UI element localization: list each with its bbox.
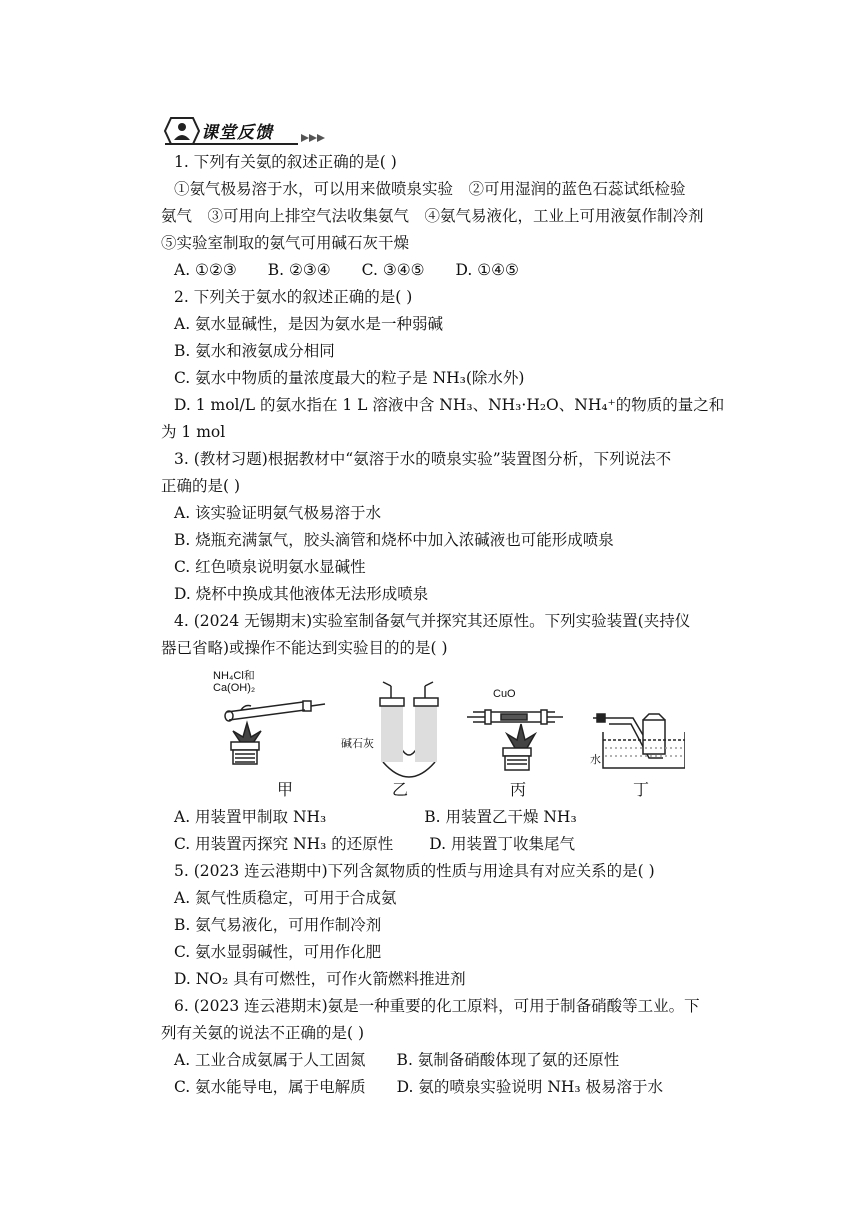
q3-option-b: B. 烧瓶充满氯气，胶头滴管和烧杯中加入浓碱液也可能形成喷泉 bbox=[174, 531, 614, 549]
q3-option-d: D. 烧杯中换成其他液体无法形成喷泉 bbox=[174, 585, 429, 603]
q6-options-cd: C. 氨水能导电，属于电解质 D. 氨的喷泉实验说明 NH₃ 极易溶于水 bbox=[174, 1078, 664, 1096]
q5-option-c: C. 氨水显弱碱性，可用作化肥 bbox=[174, 943, 382, 961]
soda-lime-label: 碱石灰 bbox=[341, 738, 374, 750]
q3-stem-cont: 正确的是( ) bbox=[161, 477, 241, 495]
apparatus-ding-icon bbox=[593, 714, 685, 768]
reagent-label-nh4cl: NH₄Cl和 bbox=[213, 670, 255, 682]
label-jia: 甲 bbox=[277, 780, 294, 799]
q6-options-ab: A. 工业合成氨属于人工固氮 B. 氨制备硝酸体现了氨的还原性 bbox=[174, 1051, 620, 1069]
section-header bbox=[163, 116, 338, 146]
q2-option-b: B. 氨水和液氨成分相同 bbox=[174, 342, 335, 360]
q6-stem: 6. (2023 连云港期末)氨是一种重要的化工原料，可用于制备硝酸等工业。下 bbox=[174, 997, 700, 1015]
q4-stem: 4. (2024 无锡期末)实验室制备氨气并探究其还原性。下列实验装置(夹持仪 bbox=[174, 612, 691, 630]
apparatus-drawing bbox=[205, 668, 685, 778]
water-label: 水 bbox=[590, 754, 601, 766]
q2-option-a: A. 氨水显碱性，是因为氨水是一种弱碱 bbox=[174, 315, 444, 333]
q3-option-a: A. 该实验证明氨气极易溶于水 bbox=[174, 504, 382, 522]
label-yi: 乙 bbox=[392, 780, 409, 799]
label-bing: 丙 bbox=[510, 780, 527, 799]
q5-option-d: D. NO₂ 具有可燃性，可作火箭燃料推进剂 bbox=[174, 970, 466, 988]
q1-text-line: 氨气 ③可用向上排空气法收集氨气 ④氨气易液化，工业上可用液氨作制冷剂 bbox=[161, 207, 704, 225]
q2-option-d: D. 1 mol/L 的氨水指在 1 L 溶液中含 NH₃、NH₃·H₂O、NH₄⁺的物质的量之和 bbox=[174, 396, 725, 414]
reagent-label-caoh2: Ca(OH)₂ bbox=[213, 682, 256, 694]
q1-text-line: ①氨气极易溶于水，可以用来做喷泉实验 ②可用湿润的蓝色石蕊试纸检验 bbox=[174, 180, 686, 198]
q2-stem: 2. 下列关于氨水的叙述正确的是( ) bbox=[174, 288, 413, 306]
apparatus-jia-icon bbox=[225, 701, 325, 764]
q1-options: A. ①②③ B. ②③④ C. ③④⑤ D. ①④⑤ bbox=[174, 261, 519, 279]
apparatus-figure bbox=[205, 668, 685, 798]
q4-stem-cont: 器已省略)或操作不能达到实验目的的是( ) bbox=[161, 639, 448, 657]
q1-stem: 1. 下列有关氨的叙述正确的是( ) bbox=[174, 153, 397, 171]
apparatus-bing-icon bbox=[467, 710, 563, 770]
q5-stem: 5. (2023 连云港期中)下列含氮物质的性质与用途具有对应关系的是( ) bbox=[174, 862, 655, 880]
q5-option-a: A. 氮气性质稳定，可用于合成氨 bbox=[174, 889, 397, 907]
label-ding: 丁 bbox=[633, 780, 650, 799]
q2-option-d-cont: 为 1 mol bbox=[161, 423, 226, 441]
q2-option-c: C. 氨水中物质的量浓度最大的粒子是 NH₃(除水外) bbox=[174, 369, 525, 387]
q4-options-cd: C. 用装置丙探究 NH₃ 的还原性 D. 用装置丁收集尾气 bbox=[174, 835, 575, 853]
q3-stem: 3. (教材习题)根据教材中“氨溶于水的喷泉实验”装置图分析，下列说法不 bbox=[174, 450, 672, 468]
cuo-label: CuO bbox=[493, 688, 516, 700]
q5-option-b: B. 氨气易液化，可用作制冷剂 bbox=[174, 916, 382, 934]
q6-stem-cont: 列有关氨的说法不正确的是( ) bbox=[161, 1024, 365, 1042]
section-title: 课堂反馈 bbox=[201, 123, 273, 143]
q4-options-ab: A. 用装置甲制取 NH₃ B. 用装置乙干燥 NH₃ bbox=[174, 808, 577, 826]
q3-option-c: C. 红色喷泉说明氨水显碱性 bbox=[174, 558, 366, 576]
q1-text-line: ⑤实验室制取的氨气可用碱石灰干燥 bbox=[161, 234, 410, 252]
apparatus-yi-icon bbox=[380, 682, 438, 777]
